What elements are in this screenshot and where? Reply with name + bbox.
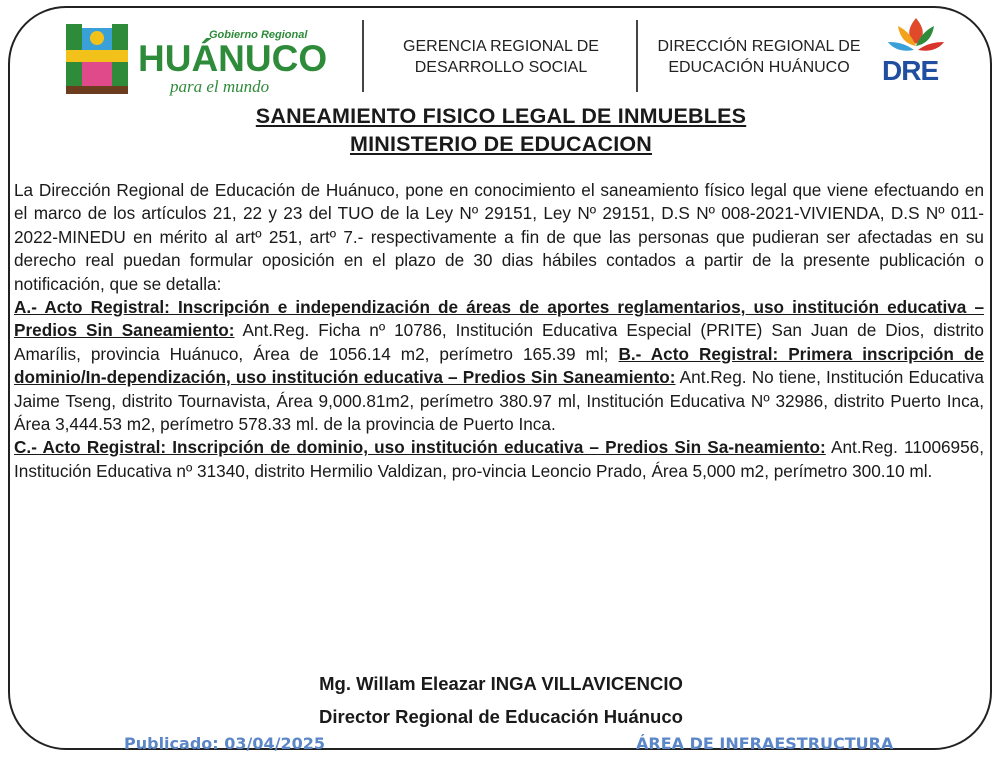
signatory-name: Mg. Willam Eleazar INGA VILLAVICENCIO [319,673,683,694]
direccion-label: DIRECCIÓN REGIONAL DE EDUCACIÓN HUÁNUCO [657,38,861,76]
dre-logo-text: DRE [882,55,939,86]
section-b-text: Ant.Reg. No tiene, Institución Educativa Jaime Tseng, distrito Tournavista, Área 9,000.81m2, perímetro 380.97 ml, Institución Educativa Nº 32986, distrito Puerto Inca, Área 3,444.53 m2, perímetro 578.33 ml. de la provincia de Puerto Inca. [14,367,984,435]
section-c-text: Ant.Reg. 11006956, Institución Educativa nº 31340, distrito Hermilio Valdizan, pro-vincia Leoncio Prado, Área 5,000 m2, perímetro 300.10 ml. [14,437,985,481]
header-divider [362,20,364,92]
document-title-line1: SANEAMIENTO FISICO LEGAL DE INMUEBLES [255,104,747,128]
section-a-heading: A.- Acto Registral: Inscripción e independización de áreas de aportes reglamentarios, uso institución educativa – Predios Sin Saneamiento: [14,297,984,341]
document-body [14,179,984,483]
section-a-b-paragraph [14,296,984,436]
document-title-line2: MINISTERIO DE EDUCACION [349,132,653,156]
logo-small-text: Gobierno Regional [209,29,308,41]
logo-tagline: para el mundo [170,77,270,96]
header-divider [636,20,638,92]
section-c-paragraph [14,436,984,483]
gobierno-regional-huanuco-logo [64,16,354,98]
section-c-heading: C.- Acto Registral: Inscripción de dominio, uso institución educativa – Predios Sin Sa-neamiento: [14,437,826,458]
intro-paragraph: La Dirección Regional de Educación de Huánuco, pone en conocimiento el saneamiento físico legal que viene efectuando en el marco de los artículos 21, 22 y 23 del TUO de la Ley Nº 29151, Ley Nº 29151, D.S Nº 008-2021-VIVIENDA, D.S Nº 011-2022-MINEDU en mérito al artº 251, artº 7.- respectivamente a fin de que las personas que pudieran ser afectadas en su derecho real puedan formular oposición en el plazo de 30 dias hábiles contados a partir de la presente publicación o notificación, que se detalla: [14,180,984,294]
area-label: ÁREA DE INFRAESTRUCTURA [636,734,894,753]
gerencia-label: GERENCIA REGIONAL DE DESARROLLO SOCIAL [403,38,599,76]
logo-main-text: HUÁNUCO [138,38,328,79]
published-date: Publicado: 03/04/2025 [124,734,325,753]
header [58,14,958,100]
dre-logo [878,14,954,92]
section-a-text: Ant.Reg. Ficha nº 10786, Institución Educativa Especial (PRITE) San Juan de Dios, distrito Amarílis, provincia Huánuco, Área de 1056.14 m2, perímetro 165.39 ml; [14,320,984,364]
section-b-heading: B.- Acto Registral: Primera inscripción de dominio/In-dependización, uso institución educativa – Predios Sin Saneamiento: [14,343,984,388]
signatory-position: Director Regional de Educación Huánuco [319,706,683,727]
